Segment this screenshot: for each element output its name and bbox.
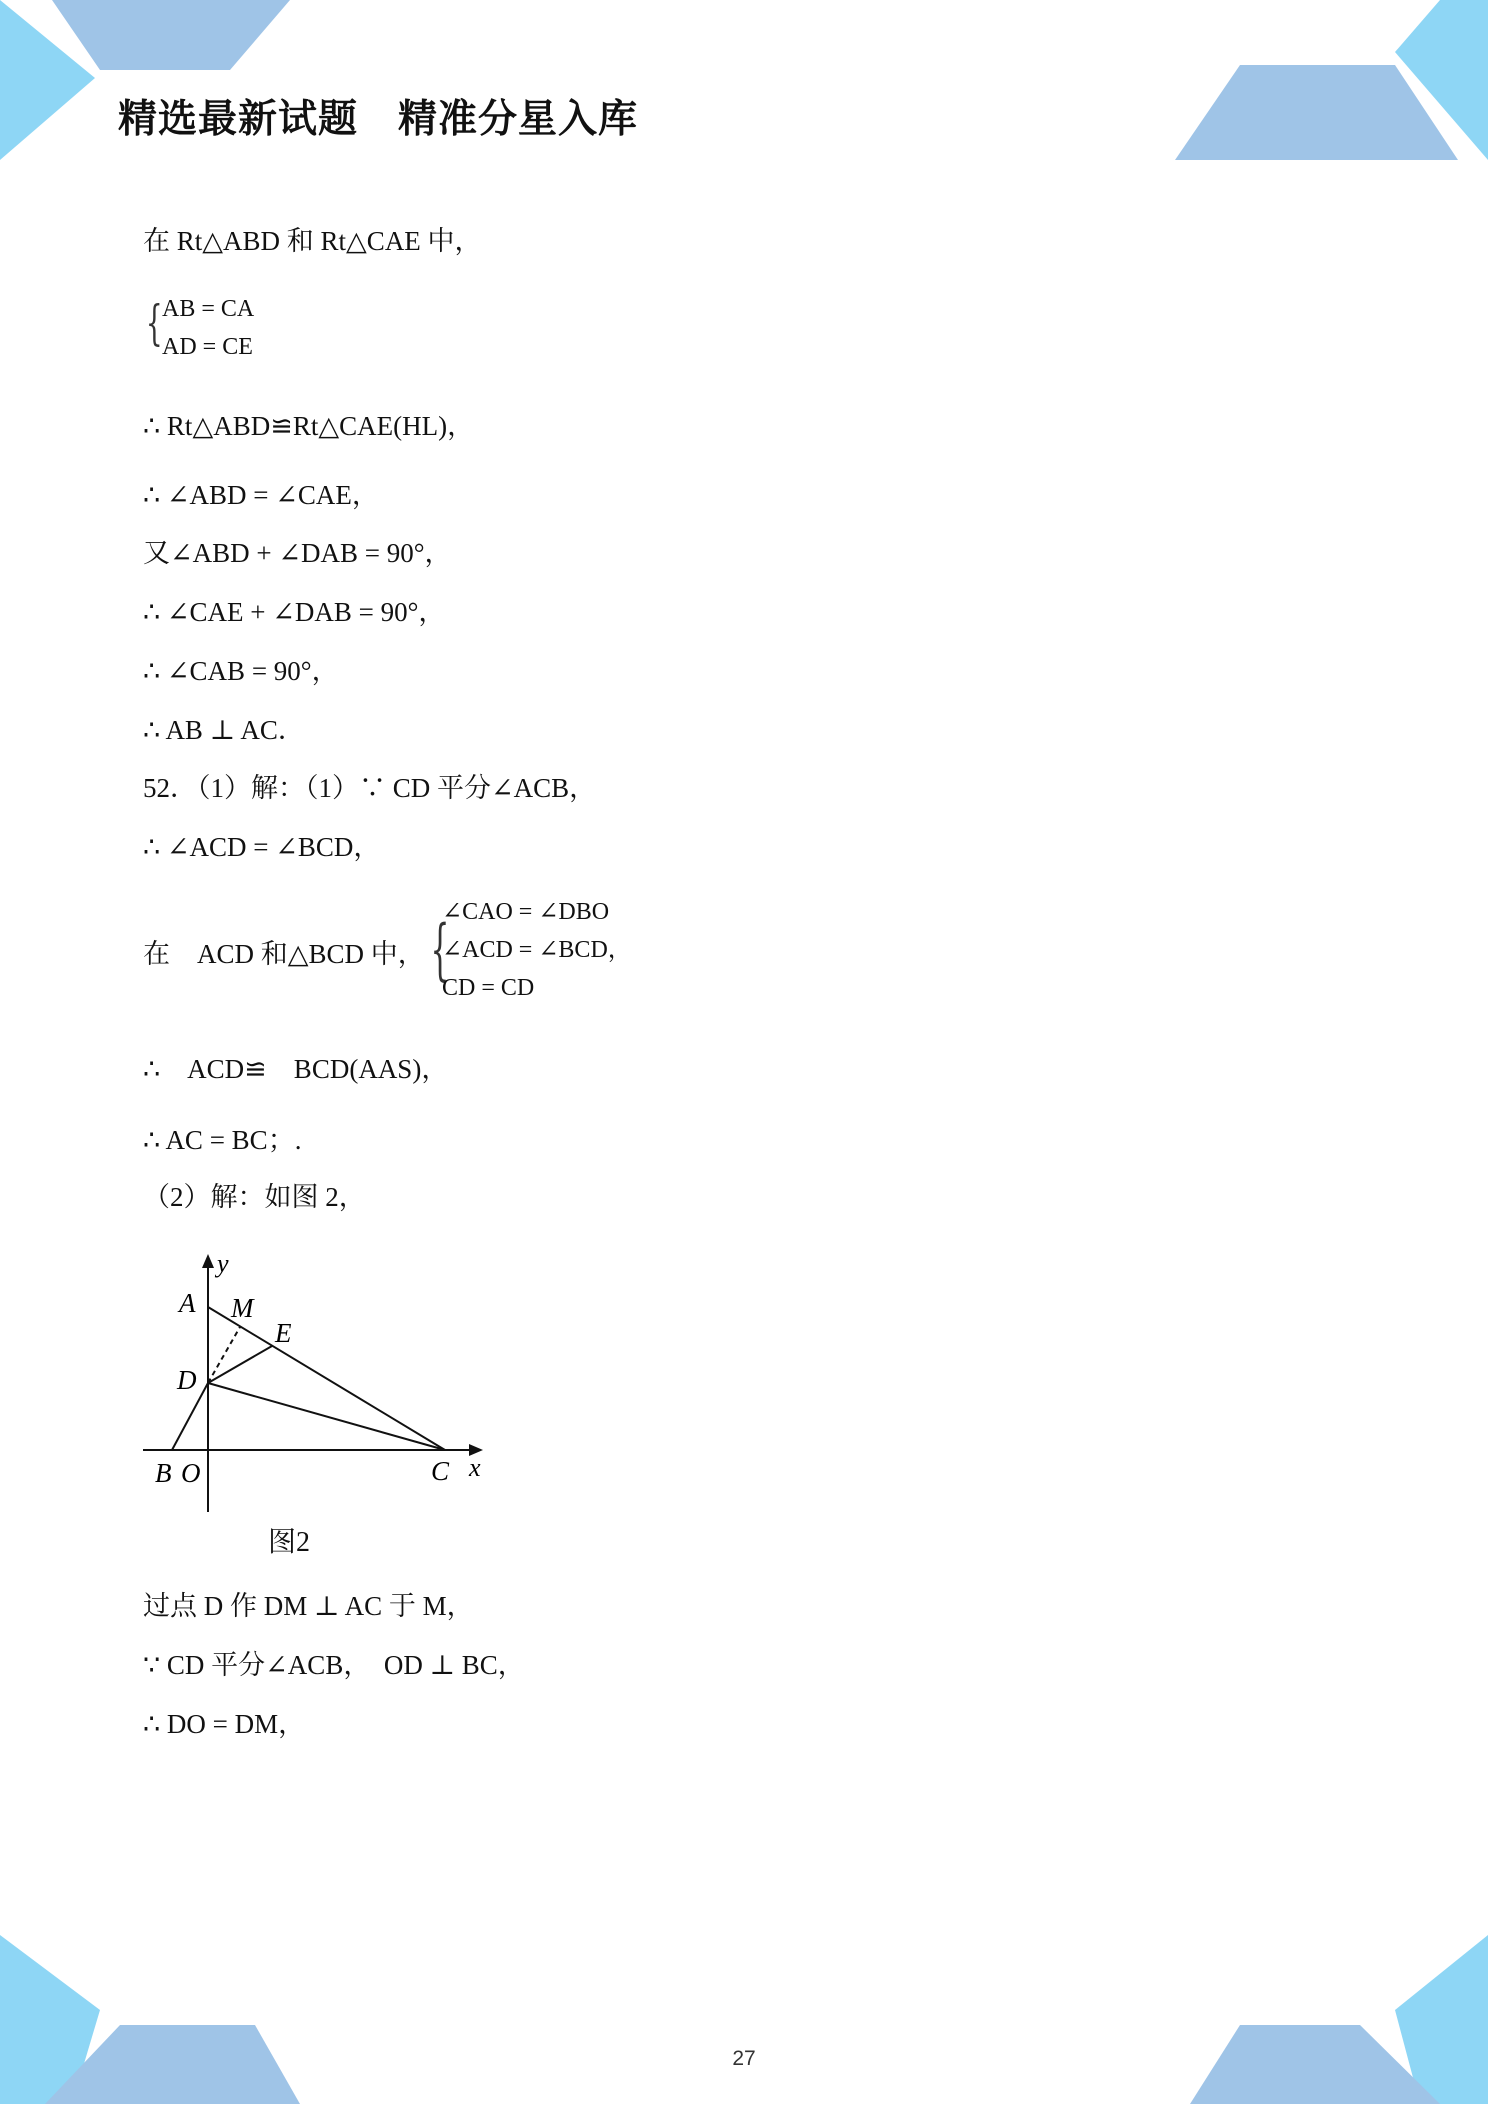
label-a: A [179,1288,196,1318]
text-line-8: 52．（1）解：（1）∵ CD 平分∠ACB， [143,773,597,803]
text-line-1: 在 Rt△ABD 和 Rt△CAE 中， [143,226,482,256]
page-number: 27 [732,2047,756,2070]
segment-ac [208,1307,445,1450]
label-o: O [181,1458,201,1488]
text-line-15: ∵ CD 平分∠ACB， OD ⊥ BC， [143,1650,525,1680]
label-y: y [217,1250,229,1278]
system-2 [442,893,632,1007]
system-1-eq-2: AD = CE [162,334,253,360]
label-x: x [469,1453,481,1482]
system-2-eq-1: ∠CAO = ∠DBO [442,899,610,925]
segment-dc [208,1383,445,1450]
figure-caption: 图2 [268,1527,311,1558]
text-line-6: ∴ ∠CAB = 90°， [143,656,339,686]
text-line-5: ∴ ∠CAE + ∠DAB = 90°， [143,597,446,627]
text-line-12: ∴ AC = BC；. [143,1125,302,1155]
text-line-16: ∴ DO = DM， [143,1709,306,1739]
top-right-trapezoid [1175,65,1458,160]
text-line-4: 又∠ABD + ∠DAB = 90°， [143,538,452,568]
system-2-eq-3: CD = CD [442,975,535,1001]
y-axis-arrow [202,1254,214,1268]
system-1 [162,290,254,366]
text-line-3: ∴ ∠ABD = ∠CAE， [143,480,379,510]
text-line-11: ∴ ACD≌ BCD(AAS)， [143,1054,449,1084]
text-line-13: （2）解：如图 2， [143,1182,366,1212]
system-1-eq-1: AB = CA [162,296,255,322]
brace-symbol-1: { [145,295,163,351]
brace-symbol-2: { [430,911,450,988]
label-m: M [231,1293,254,1323]
label-d: D [177,1365,197,1395]
text-line-9: ∴ ∠ACD = ∠BCD， [143,832,381,862]
header-title: 精选最新试题 精准分星入库 [118,97,639,142]
text-line-2: ∴ Rt△ABD≌Rt△CAE(HL)， [143,411,475,441]
label-b: B [155,1458,172,1488]
text-line-7: ∴ AB ⊥ AC． [143,715,305,745]
text-line-10: 在 ACD 和△BCD 中， [143,939,425,969]
geometry-figure [135,1250,495,1520]
system-2-eq-2: ∠ACD = ∠BCD， [442,937,632,963]
label-e: E [275,1318,292,1348]
label-c: C [431,1456,450,1486]
text-line-14: 过点 D 作 DM ⊥ AC 于 M， [143,1591,474,1621]
top-left-trapezoid [52,0,290,70]
